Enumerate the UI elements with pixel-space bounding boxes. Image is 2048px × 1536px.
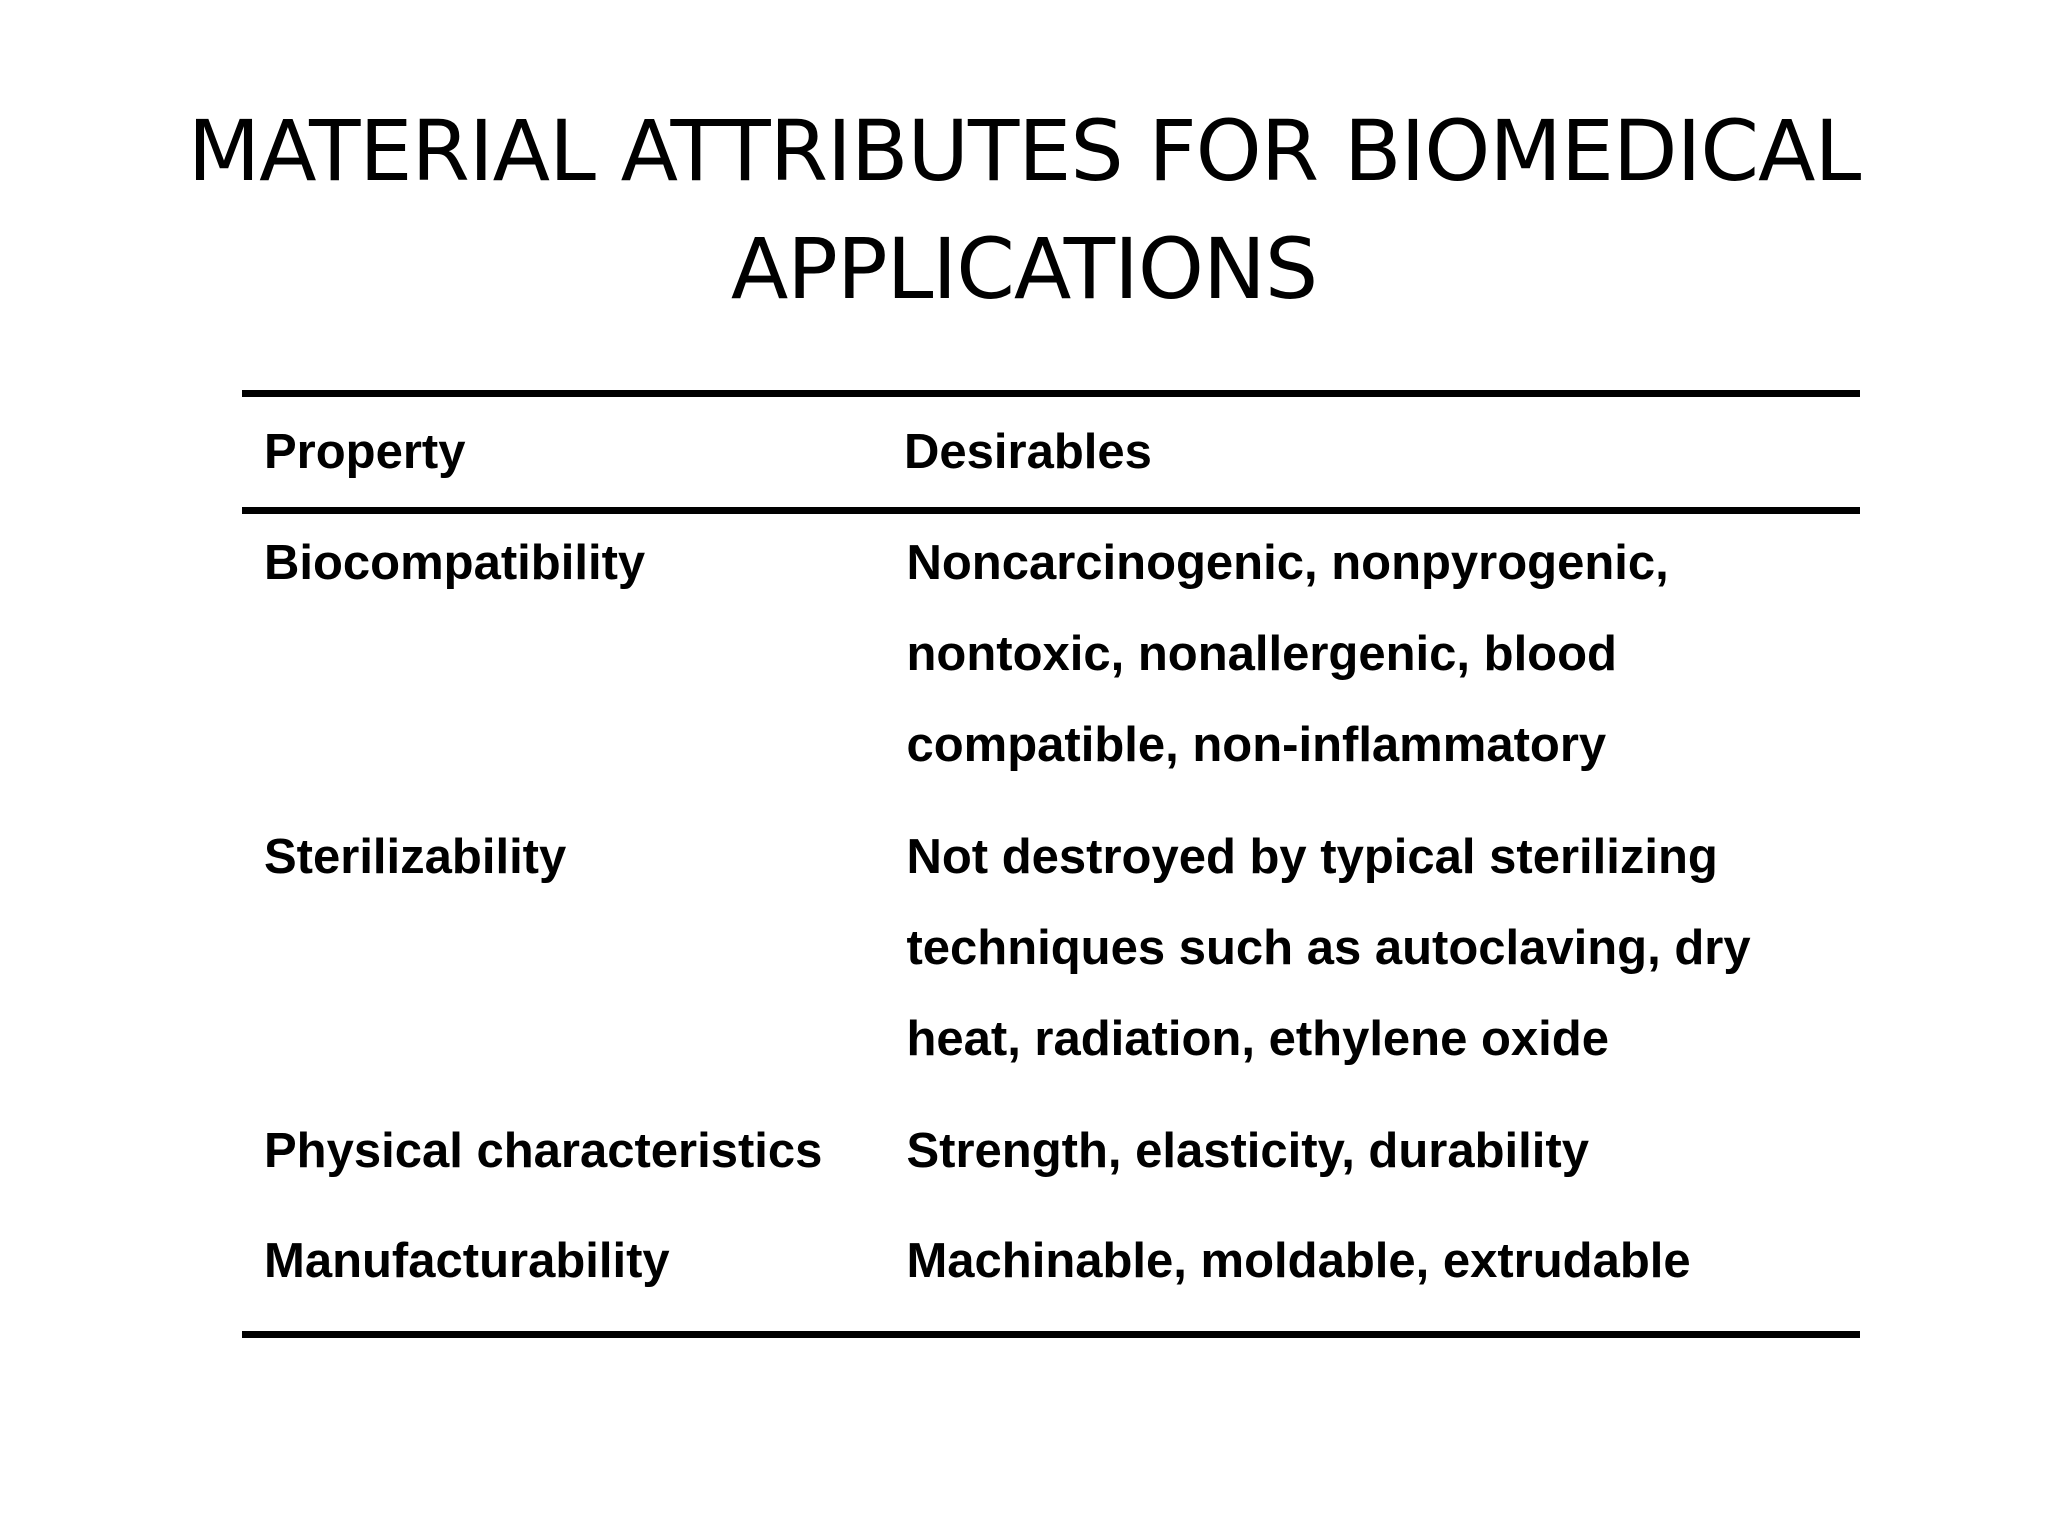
- header-desirables: Desirables: [904, 425, 1152, 479]
- table-row: [242, 1216, 1860, 1331]
- table-row: [242, 514, 1860, 812]
- slide-title: MATERIAL ATTRIBUTES FOR BIOMEDICAL APPLICATIONS: [187, 102, 1861, 318]
- cell-desirables: Noncarcinogenic, nonpyrogenic, nontoxic, nonallergenic, blood compatible, non-inflammatory: [906, 536, 1669, 772]
- cell-property: Sterilizability: [264, 830, 567, 884]
- cell-property: Physical characteristics: [264, 1124, 823, 1178]
- attributes-table: [242, 390, 1860, 1338]
- cell-desirables: Machinable, moldable, extrudable: [906, 1234, 1691, 1288]
- table-header-rule: [242, 507, 1860, 514]
- table-row: [242, 1106, 1860, 1216]
- table-row: [242, 812, 1860, 1106]
- table-bottom-rule: [242, 1331, 1860, 1338]
- table-top-rule: [242, 390, 1860, 397]
- header-property: Property: [264, 425, 466, 479]
- table-body: [242, 397, 1860, 507]
- cell-property: Manufacturability: [264, 1234, 670, 1288]
- cell-desirables: Not destroyed by typical sterilizing techniques such as autoclaving, dry heat, radiation, ethylene oxide: [906, 830, 1751, 1066]
- table-header-row: [242, 397, 1860, 507]
- cell-property: Biocompatibility: [264, 536, 646, 590]
- table-rows: [242, 514, 1860, 1331]
- cell-desirables: Strength, elasticity, durability: [906, 1124, 1589, 1178]
